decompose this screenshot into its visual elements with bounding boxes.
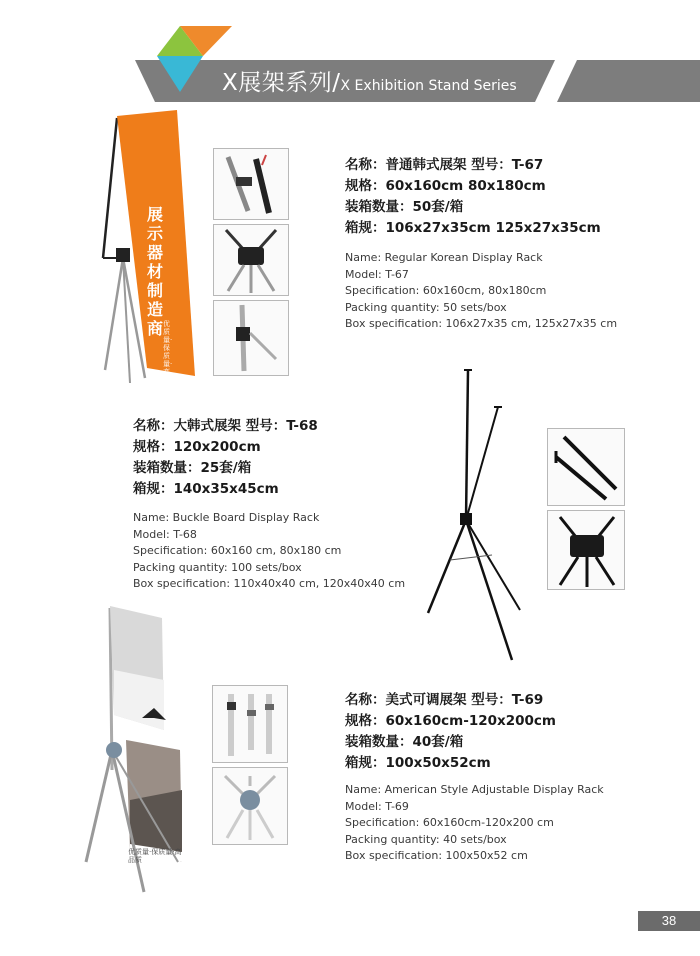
product-packing-qty: 装箱数量：25套/箱 xyxy=(133,460,252,476)
product-model: Model: T-68 xyxy=(133,527,197,541)
product-box-spec: Box specification: 110x40x40 cm, 120x40x40 cm xyxy=(133,577,406,591)
product-t69-thumb-bracket xyxy=(212,767,288,845)
product-t68-en-spec xyxy=(133,510,405,593)
product-t69-thumb-poles xyxy=(212,685,288,763)
product-t68-thumb-poles xyxy=(547,428,625,506)
product-packing-qty: Packing quantity: 100 sets/box xyxy=(133,560,302,574)
product-name-model: 名称：普通韩式展架 型号：T-67 xyxy=(345,157,544,173)
product-model: Model: T-69 xyxy=(345,799,409,813)
product-box-spec: Box specification: 100x50x52 cm xyxy=(345,849,528,863)
header-title-cn: X展架系列/ xyxy=(222,70,341,96)
product-box-spec: 箱规：140x35x45cm xyxy=(133,481,279,497)
product-t67-thumb-pole-joint xyxy=(213,148,289,220)
product-spec: 规格：60x160cm-120x200cm xyxy=(345,713,556,729)
product-name-model: 名称：美式可调展架 型号：T-69 xyxy=(345,692,544,708)
product-packing-qty: 装箱数量：50套/箱 xyxy=(345,199,464,215)
product-box-spec: 箱规：100x50x52cm xyxy=(345,755,491,771)
product-name: Name: Regular Korean Display Rack xyxy=(345,251,543,264)
product-t68-thumb-bracket xyxy=(547,510,625,590)
product-t67-banner-footer: 优质量·保质量·高品质 xyxy=(163,320,173,392)
product-name: Name: American Style Adjustable Display Rack xyxy=(345,783,604,796)
product-t68-cn-spec xyxy=(133,416,318,500)
header-title-en: X Exhibition Stand Series xyxy=(340,78,517,94)
product-t67-banner-text: 展示器材制造商 xyxy=(147,205,164,338)
page-number: 38 xyxy=(638,911,700,931)
product-t69-cn-spec xyxy=(345,690,556,774)
product-spec: 规格：60x160cm 80x180cm xyxy=(345,178,546,194)
product-name-model: 名称：大韩式展架 型号：T-68 xyxy=(133,418,318,434)
header-title xyxy=(222,64,517,97)
product-packing-qty: 装箱数量：40套/箱 xyxy=(345,734,464,750)
product-t67-cn-spec xyxy=(345,155,601,239)
product-packing-qty: Packing quantity: 40 sets/box xyxy=(345,832,507,846)
product-box-spec: Box specification: 106x27x35 cm, 125x27x35 cm xyxy=(345,317,618,331)
product-t68-main-image xyxy=(420,365,530,665)
product-model: Model: T-67 xyxy=(345,267,409,281)
product-packing-qty: Packing quantity: 50 sets/box xyxy=(345,300,507,314)
product-t67-en-spec xyxy=(345,250,617,333)
product-spec: 规格：120x200cm xyxy=(133,439,261,455)
product-t67-thumb-bracket xyxy=(213,224,289,296)
product-spec: Specification: 60x160cm, 80x180cm xyxy=(345,284,547,298)
product-t69-en-spec xyxy=(345,782,604,865)
product-t67-thumb-clamp xyxy=(213,300,289,376)
product-spec: Specification: 60x160 cm, 80x180 cm xyxy=(133,544,342,558)
product-box-spec: 箱规：106x27x35cm 125x27x35cm xyxy=(345,220,601,236)
product-name: Name: Buckle Board Display Rack xyxy=(133,511,320,524)
product-spec: Specification: 60x160cm-120x200 cm xyxy=(345,816,554,830)
product-t69-banner-footer: 优质量·保质量·高品质 xyxy=(128,848,182,864)
